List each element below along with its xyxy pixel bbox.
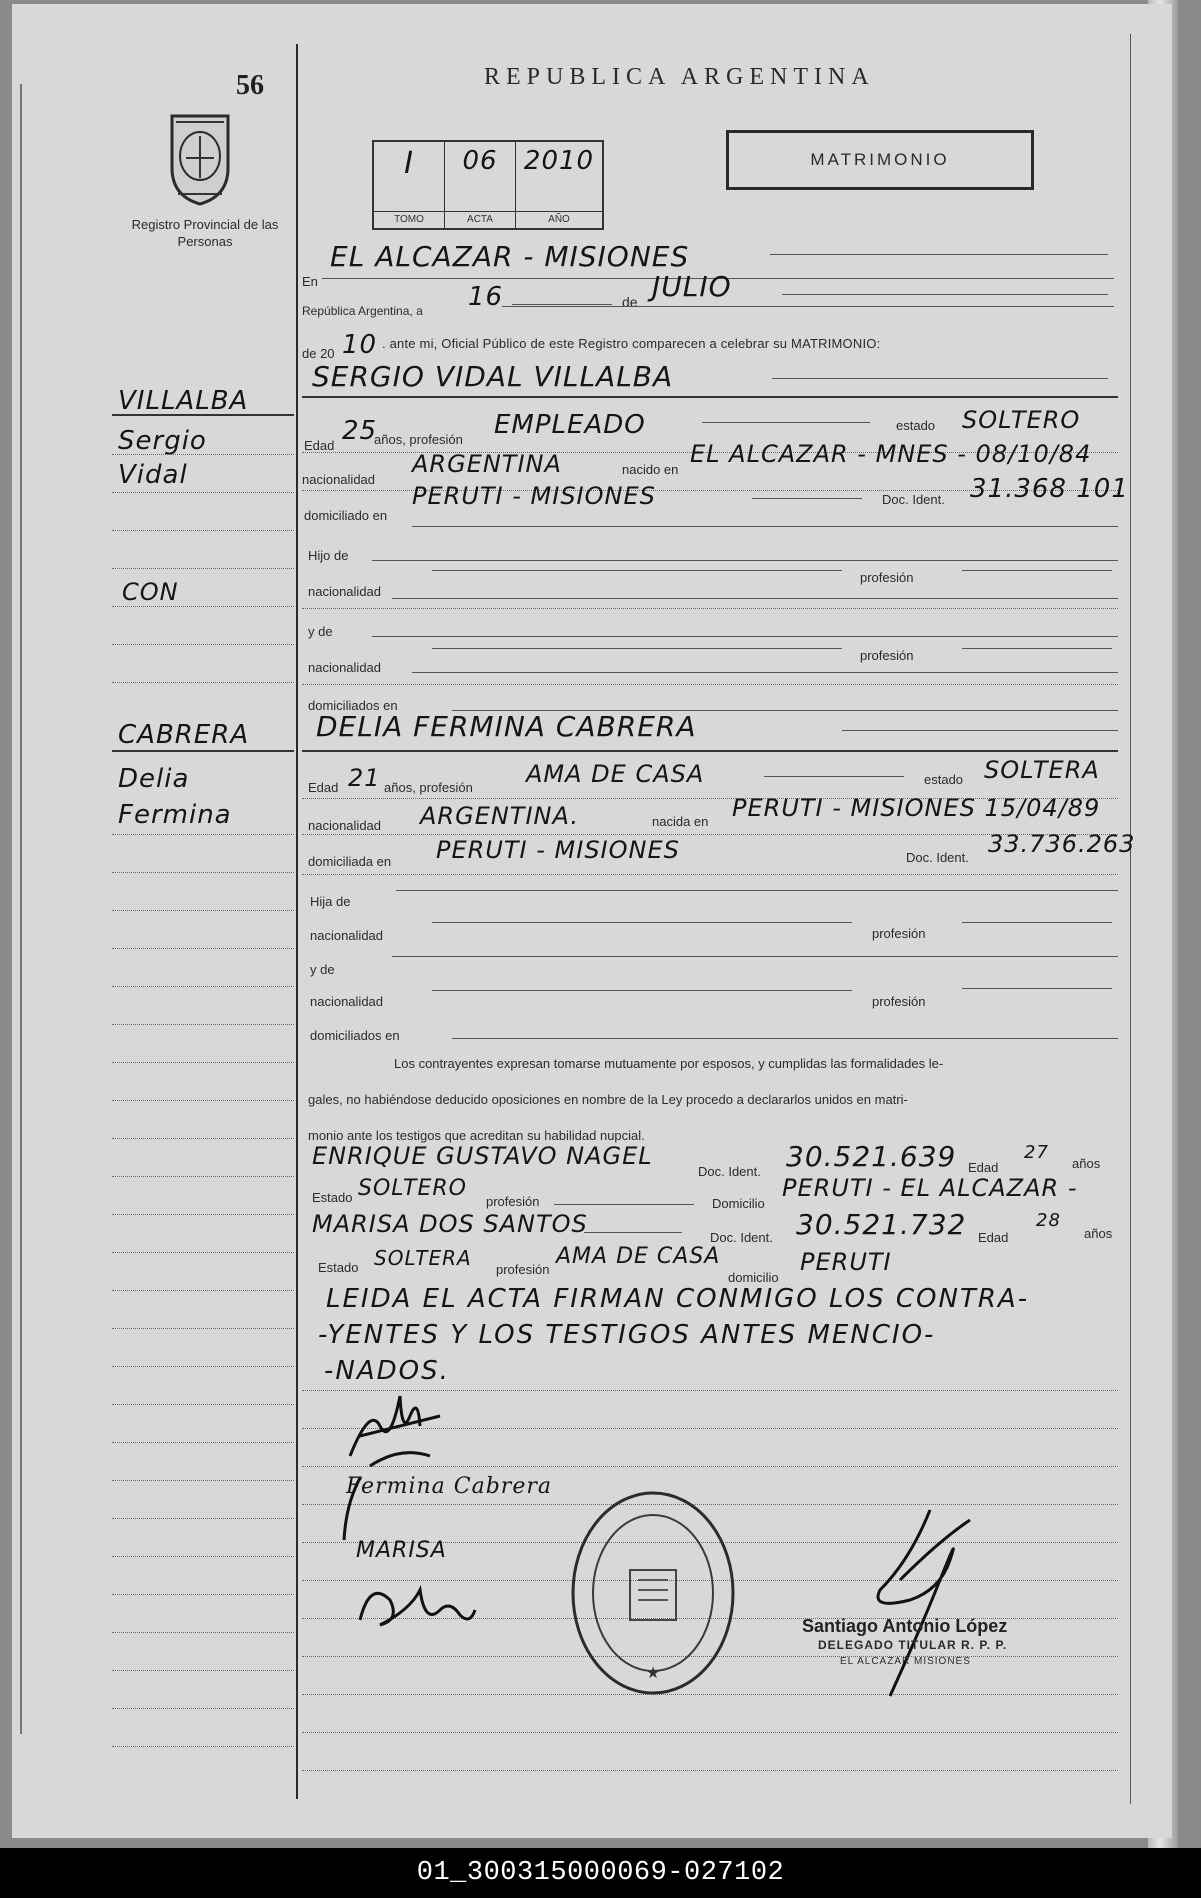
bride-name-rule: [302, 750, 1118, 752]
witness-signature-name: MARISA: [356, 1538, 447, 1563]
margin-dotted: [112, 1024, 294, 1025]
official-signature-icon: [850, 1500, 1000, 1700]
witness2-profession: AMA DE CASA: [556, 1244, 721, 1269]
margin-rule: [112, 414, 294, 416]
groom-age: 25: [342, 416, 378, 446]
year-suffix: 10: [342, 330, 378, 360]
margin-dotted: [112, 1518, 294, 1519]
groom-nacionalidad-mother-label: nacionalidad: [308, 660, 382, 675]
rule: [752, 498, 862, 499]
groom-estado-label: estado: [896, 418, 936, 433]
year-prefix: de 20: [302, 346, 335, 361]
witness1-status: SOLTERO: [358, 1176, 467, 1201]
margin-dotted: [112, 834, 294, 835]
acta-label: ACTA: [445, 211, 515, 228]
rule: [702, 422, 870, 423]
groom-birth: EL ALCAZAR - MNES - 08/10/84: [690, 440, 1092, 468]
tomo-label: TOMO: [374, 211, 444, 228]
declaration-line-3: monio ante los testigos que acreditan su habilidad nupcial.: [308, 1128, 645, 1143]
margin-dotted: [112, 1670, 294, 1671]
witness2-doc-label: Doc. Ident.: [710, 1230, 773, 1245]
margin-dotted: [112, 1100, 294, 1101]
bride-domiciliados-label: domiciliados en: [310, 1028, 400, 1043]
margin-dotted: [112, 1252, 294, 1253]
margin-dotted: [112, 1708, 294, 1709]
bride-yde-label: y de: [310, 962, 335, 977]
bride-edad-label: Edad: [308, 780, 339, 795]
right-border: [1130, 34, 1131, 1804]
margin-dotted: [112, 1366, 294, 1367]
official-place: EL ALCAZAR MISIONES: [840, 1656, 971, 1667]
rule: [432, 990, 852, 991]
margin-dotted: [112, 606, 294, 607]
margin-dotted: [112, 644, 294, 645]
binding-edge: [20, 84, 22, 1734]
witness1-edad-label: Edad: [968, 1160, 999, 1175]
witness2-name: MARISA DOS SANTOS: [312, 1210, 588, 1238]
witness1-domicile: PERUTI - EL ALCAZAR -: [782, 1174, 1078, 1202]
groom-profesion-2-label: profesión: [860, 648, 914, 663]
act-type-box: MATRIMONIO: [726, 130, 1034, 190]
de-label: de: [622, 294, 638, 310]
document-id-footer: 01_300315000069-027102: [0, 1848, 1201, 1898]
rule: [392, 956, 1118, 957]
margin-dotted: [112, 1176, 294, 1177]
groom-profession: EMPLEADO: [494, 410, 646, 440]
margin-dotted: [112, 492, 294, 493]
coat-of-arms-icon: [160, 108, 240, 208]
dotted-rule: [302, 874, 1118, 875]
margin-dotted: [112, 1404, 294, 1405]
country-title: REPUBLICA ARGENTINA: [484, 64, 875, 90]
rule: [962, 988, 1112, 989]
closing-line-2: -YENTES Y LOS TESTIGOS ANTES MENCIO-: [318, 1320, 936, 1350]
rule: [372, 636, 1118, 637]
bride-domiciliada-label: domiciliada en: [308, 854, 392, 869]
bride-anos-profesion-label: años, profesión: [384, 780, 473, 795]
margin-dotted: [112, 1290, 294, 1291]
dotted-rule: [302, 608, 1118, 609]
witness1-domicilio-label: Domicilio: [712, 1196, 765, 1211]
groom-status: SOLTERO: [962, 406, 1081, 434]
republic-label: República Argentina, a: [302, 304, 423, 318]
bride-signature: Fermina Cabrera: [346, 1474, 552, 1499]
margin-dotted: [112, 948, 294, 949]
bride-profesion-2-label: profesión: [872, 994, 926, 1009]
bride-profession: AMA DE CASA: [526, 760, 705, 788]
dotted-rule: [302, 684, 1118, 685]
groom-signature-icon: [340, 1386, 450, 1476]
anio-cell: [516, 142, 602, 228]
witness1-age: 27: [1024, 1142, 1049, 1163]
witness2-edad-label: Edad: [978, 1230, 1009, 1245]
witness1-estado-label: Estado: [312, 1190, 353, 1205]
bride-nacionalidad-father-label: nacionalidad: [310, 928, 384, 943]
groom-name-rule: [302, 396, 1118, 398]
register-page: [12, 4, 1172, 1838]
bride-nationality: ARGENTINA.: [420, 802, 579, 830]
groom-nationality: ARGENTINA: [412, 450, 562, 478]
witness2-age: 28: [1036, 1210, 1061, 1231]
bride-estado-label: estado: [924, 772, 964, 787]
groom-profesion-1-label: profesión: [860, 570, 914, 585]
groom-edad-label: Edad: [304, 438, 335, 453]
margin-dotted: [112, 1328, 294, 1329]
margin-dotted: [112, 1480, 294, 1481]
appear-text: . ante mi, Oficial Público de este Registro comparecen a celebrar su MATRIMONIO:: [382, 336, 881, 351]
groom-domiciliado-label: domiciliado en: [304, 508, 388, 523]
groom-hijo-label: Hijo de: [308, 548, 349, 563]
svg-text:★: ★: [645, 1663, 661, 1682]
margin-rule: [112, 750, 294, 752]
rule: [392, 598, 1118, 599]
margin-groom-given-2: Vidal: [118, 460, 188, 490]
witness1-doc: 30.521.639: [786, 1140, 957, 1173]
margin-dotted: [112, 986, 294, 987]
groom-anos-profesion-label: años, profesión: [374, 432, 463, 447]
rule: [412, 672, 1118, 673]
margin-dotted: [112, 1594, 294, 1595]
tomo-value: I: [404, 146, 414, 181]
margin-dotted: [112, 530, 294, 531]
declaration-line-2: gales, no habiéndose deducido oposiciones en nombre de la Ley procedo a declararlos unidos en matri-: [308, 1092, 908, 1107]
witness2-profesion-label: profesión: [496, 1262, 550, 1277]
rule: [584, 1232, 682, 1233]
bride-nacionalidad-label: nacionalidad: [308, 818, 382, 833]
bride-nacida-label: nacida en: [652, 814, 709, 829]
page-number: 56: [236, 70, 264, 101]
margin-con: CON: [122, 578, 179, 606]
witness2-status: SOLTERA: [374, 1246, 472, 1270]
rule: [770, 254, 1108, 255]
witness2-domicile: PERUTI: [800, 1248, 892, 1276]
anio-value: 2010: [523, 146, 595, 176]
rule: [502, 306, 1114, 307]
bride-domicile: PERUTI - MISIONES: [436, 836, 680, 864]
rule: [372, 560, 1118, 561]
day-value: 16: [468, 282, 504, 312]
groom-doc: 31.368 101: [970, 474, 1129, 504]
witness1-doc-label: Doc. Ident.: [698, 1164, 761, 1179]
margin-groom-surname: VILLALBA: [118, 386, 249, 416]
margin-groom-given-1: Sergio: [118, 426, 207, 456]
groom-doc-label: Doc. Ident.: [882, 492, 945, 507]
tomo-cell: [374, 142, 445, 228]
dotted-rule: [302, 1732, 1118, 1733]
rule: [962, 648, 1112, 649]
closing-line-1: LEIDA EL ACTA FIRMAN CONMIGO LOS CONTRA-: [326, 1284, 1030, 1314]
en-label: En: [302, 274, 318, 289]
bride-doc-label: Doc. Ident.: [906, 850, 969, 865]
margin-divider: [296, 44, 298, 1799]
bride-age: 21: [348, 764, 381, 792]
margin-dotted: [112, 1214, 294, 1215]
margin-dotted: [112, 910, 294, 911]
witness-signature-icon: [350, 1570, 480, 1640]
witness2-domicilio-label: domicilio: [728, 1270, 779, 1285]
rule: [432, 922, 852, 923]
groom-domicile: PERUTI - MISIONES: [412, 482, 656, 510]
margin-dotted: [112, 1442, 294, 1443]
rule: [452, 1038, 1118, 1039]
margin-bride-surname: CABRERA: [118, 720, 250, 750]
bride-status: SOLTERA: [984, 756, 1100, 784]
closing-line-3: -NADOS.: [324, 1356, 450, 1386]
anio-label: AÑO: [516, 211, 602, 228]
rule: [764, 776, 904, 777]
place-value: EL ALCAZAR - MISIONES: [330, 240, 690, 273]
rule: [782, 294, 1108, 295]
margin-dotted: [112, 1556, 294, 1557]
groom-domiciliados-label: domiciliados en: [308, 698, 398, 713]
bride-nacionalidad-mother-label: nacionalidad: [310, 994, 384, 1009]
margin-dotted: [112, 454, 294, 455]
witness2-doc: 30.521.732: [796, 1208, 967, 1241]
margin-dotted: [112, 1632, 294, 1633]
official-seal-icon: [568, 1488, 738, 1698]
rule: [554, 1204, 694, 1205]
margin-dotted: [112, 682, 294, 683]
margin-bride-given-1: Delia: [118, 764, 190, 794]
rule: [396, 890, 1118, 891]
groom-yde-label: y de: [308, 624, 333, 639]
dotted-rule: [302, 1770, 1118, 1771]
witness1-name: ENRIQUE GUSTAVO NAGEL: [312, 1142, 653, 1170]
month-value: JULIO: [652, 270, 732, 303]
rule: [772, 378, 1108, 379]
margin-dotted: [112, 568, 294, 569]
rule: [962, 922, 1112, 923]
acta-cell: [445, 142, 516, 228]
bride-birth: PERUTI - MISIONES 15/04/89: [732, 794, 1101, 822]
rule: [842, 730, 1118, 731]
groom-nacionalidad-father-label: nacionalidad: [308, 584, 382, 599]
acta-value: 06: [462, 146, 498, 176]
groom-nacionalidad-label: nacionalidad: [302, 472, 376, 487]
declaration: [308, 1046, 1118, 1154]
witness1-profesion-label: profesión: [486, 1194, 540, 1209]
official-title: DELEGADO TITULAR R. P. P.: [818, 1638, 1008, 1652]
rule: [432, 570, 842, 571]
margin-bride-given-2: Fermina: [118, 800, 232, 830]
bride-doc: 33.736.263: [988, 830, 1136, 858]
groom-name: SERGIO VIDAL VILLALBA: [312, 360, 674, 393]
tomo-acta-box: [372, 140, 604, 230]
margin-dotted: [112, 1138, 294, 1139]
groom-nacido-label: nacido en: [622, 462, 679, 477]
margin-dotted: [112, 872, 294, 873]
rule: [962, 570, 1112, 571]
bride-profesion-1-label: profesión: [872, 926, 926, 941]
bride-name: DELIA FERMINA CABRERA: [316, 710, 697, 743]
rule: [412, 526, 1118, 527]
margin-dotted: [112, 1062, 294, 1063]
witness2-anos-label: años: [1084, 1226, 1113, 1241]
witness2-estado-label: Estado: [318, 1260, 359, 1275]
registry-name: Registro Provincial de las Personas: [131, 217, 279, 249]
rule: [432, 648, 842, 649]
bride-signature-stroke: [340, 1474, 366, 1544]
bride-hija-label: Hija de: [310, 894, 351, 909]
declaration-line-1: Los contrayentes expresan tomarse mutuamente por esposos, y cumplidas las formalidades le-: [394, 1056, 944, 1071]
witness1-anos-label: años: [1072, 1156, 1101, 1171]
rule: [512, 304, 612, 305]
margin-dotted: [112, 1746, 294, 1747]
official-name: Santiago Antonio López: [802, 1616, 1008, 1636]
